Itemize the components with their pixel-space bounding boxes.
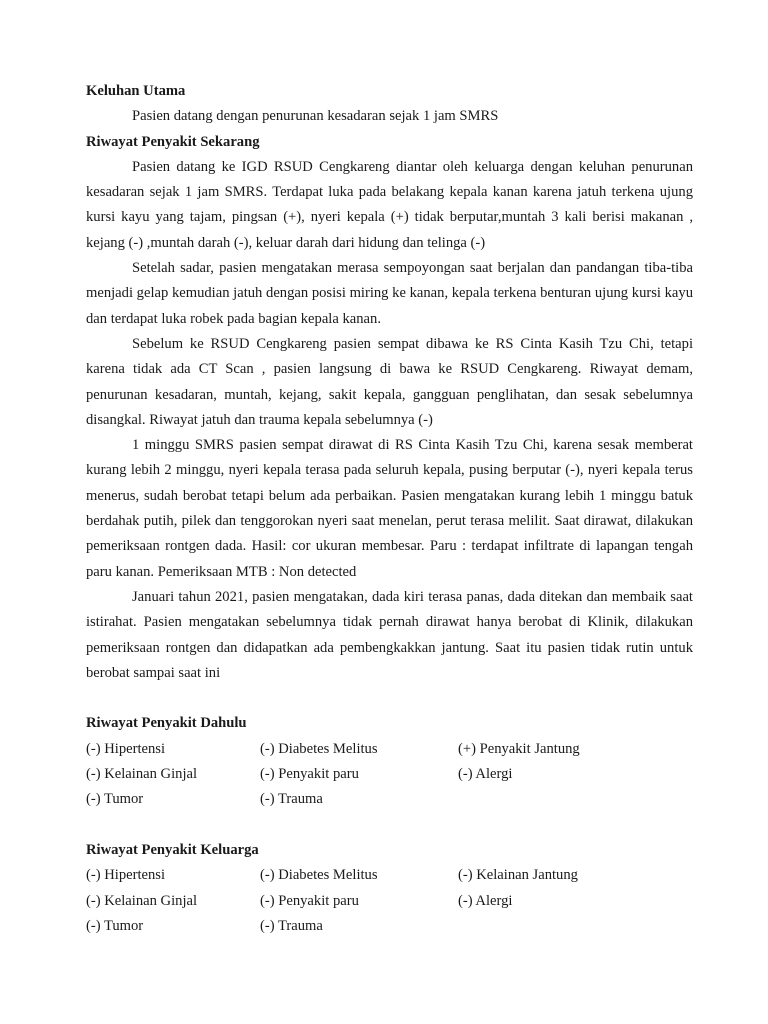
- section-heading-riwayat-keluarga: Riwayat Penyakit Keluarga: [86, 841, 259, 858]
- history-item: (-) Penyakit paru: [260, 766, 359, 783]
- family-history-item: (-) Tumor: [86, 917, 144, 934]
- riwayat-sekarang-paragraph: Pasien datang ke IGD RSUD Cengkareng diantar oleh keluarga dengan keluhan penurunan kesadaran sejak 1 jam SMRS. Terdapat luka pada belakang kepala kanan karena jatuh terkena ujung kursi kayu yang tajam, pingsan (+), nyeri kepala (+) tidak berputar,muntah 3 kali berisi makanan , kejang (-) ,muntah darah (-), keluar darah dari hidung dan telinga (-): [86, 158, 693, 251]
- history-item: [458, 787, 693, 812]
- family-history-item: (-) Alergi: [458, 892, 513, 909]
- family-history-item: (-) Hipertensi: [86, 867, 166, 884]
- section-heading-riwayat-dahulu: Riwayat Penyakit Dahulu: [86, 715, 247, 732]
- section-spacer: [86, 813, 693, 838]
- family-history-item: (-) Kelainan Jantung: [458, 867, 578, 884]
- history-item: (-) Tumor: [86, 791, 144, 808]
- document-page: [86, 79, 693, 939]
- history-row: [86, 737, 693, 762]
- family-history-item: [458, 914, 693, 939]
- section-spacer: [86, 686, 693, 711]
- section-heading-riwayat-sekarang: Riwayat Penyakit Sekarang: [86, 133, 260, 150]
- riwayat-sekarang-paragraph: Sebelum ke RSUD Cengkareng pasien sempat dibawa ke RS Cinta Kasih Tzu Chi, tetapi karena tidak ada CT Scan , pasien langsung di bawa ke RSUD Cengkareng. Riwayat demam, penurunan kesadaran, muntah, kejang, sakit kepala, gangguan penglihatan, dan sesak sebelumnya disangkal. Riwayat jatuh dan trauma kepala sebelumnya (-): [86, 335, 693, 428]
- history-item: (+) Penyakit Jantung: [458, 740, 580, 757]
- riwayat-sekarang-paragraph: 1 minggu SMRS pasien sempat dirawat di RS Cinta Kasih Tzu Chi, karena sesak memberat kurang lebih 2 minggu, nyeri kepala terasa pada seluruh kepala, pusing berputar (-), nyeri kepala terus menerus, sudah berobat tetapi belum ada perbaikan. Pasien mengatakan kurang lebih 1 minggu batuk berdahak putih, pilek dan tenggorokan nyeri saat menelan, perut terasa melilit. Saat dirawat, dilakukan pemeriksaan rontgen dada. Hasil: cor ukuran membesar. Paru : terdapat infiltrate di lapangan tengah paru kanan. Pemeriksaan MTB : Non detected: [86, 437, 693, 580]
- riwayat-sekarang-paragraph: Setelah sadar, pasien mengatakan merasa sempoyongan saat berjalan dan pandangan tiba-tiba menjadi gelap kemudian jatuh dengan posisi miring ke kanan, kepala terkena benturan ujung kursi kayu dan terdapat luka robek pada bagian kepala kanan.: [86, 260, 693, 327]
- history-row: [86, 762, 693, 787]
- family-history-row: [86, 889, 693, 914]
- section-heading-keluhan-utama: Keluhan Utama: [86, 83, 186, 99]
- family-history-item: (-) Penyakit paru: [260, 892, 359, 909]
- family-history-item: (-) Kelainan Ginjal: [86, 892, 198, 909]
- history-item: (-) Hipertensi: [86, 740, 166, 757]
- riwayat-sekarang-paragraph: Januari tahun 2021, pasien mengatakan, dada kiri terasa panas, dada ditekan dan membaik saat istirahat. Pasien mengatakan sebelumnya tidak pernah dirawat hanya berobat di Klinik, dilakukan pemeriksaan rontgen dan didapatkan ada pembengkakkan jantung. Saat itu pasien tidak rutin untuk berobat sampai saat ini: [86, 588, 693, 681]
- family-history-item: (-) Trauma: [260, 917, 323, 934]
- history-item: (-) Kelainan Ginjal: [86, 766, 198, 783]
- history-item: (-) Trauma: [260, 791, 323, 808]
- history-row: [86, 787, 693, 812]
- keluhan-utama-text: Pasien datang dengan penurunan kesadaran sejak 1 jam SMRS: [132, 108, 499, 125]
- family-history-row: [86, 914, 693, 939]
- history-item: (-) Diabetes Melitus: [260, 740, 378, 757]
- family-history-row: [86, 863, 693, 888]
- history-item: (-) Alergi: [458, 766, 513, 783]
- family-history-item: (-) Diabetes Melitus: [260, 867, 378, 884]
